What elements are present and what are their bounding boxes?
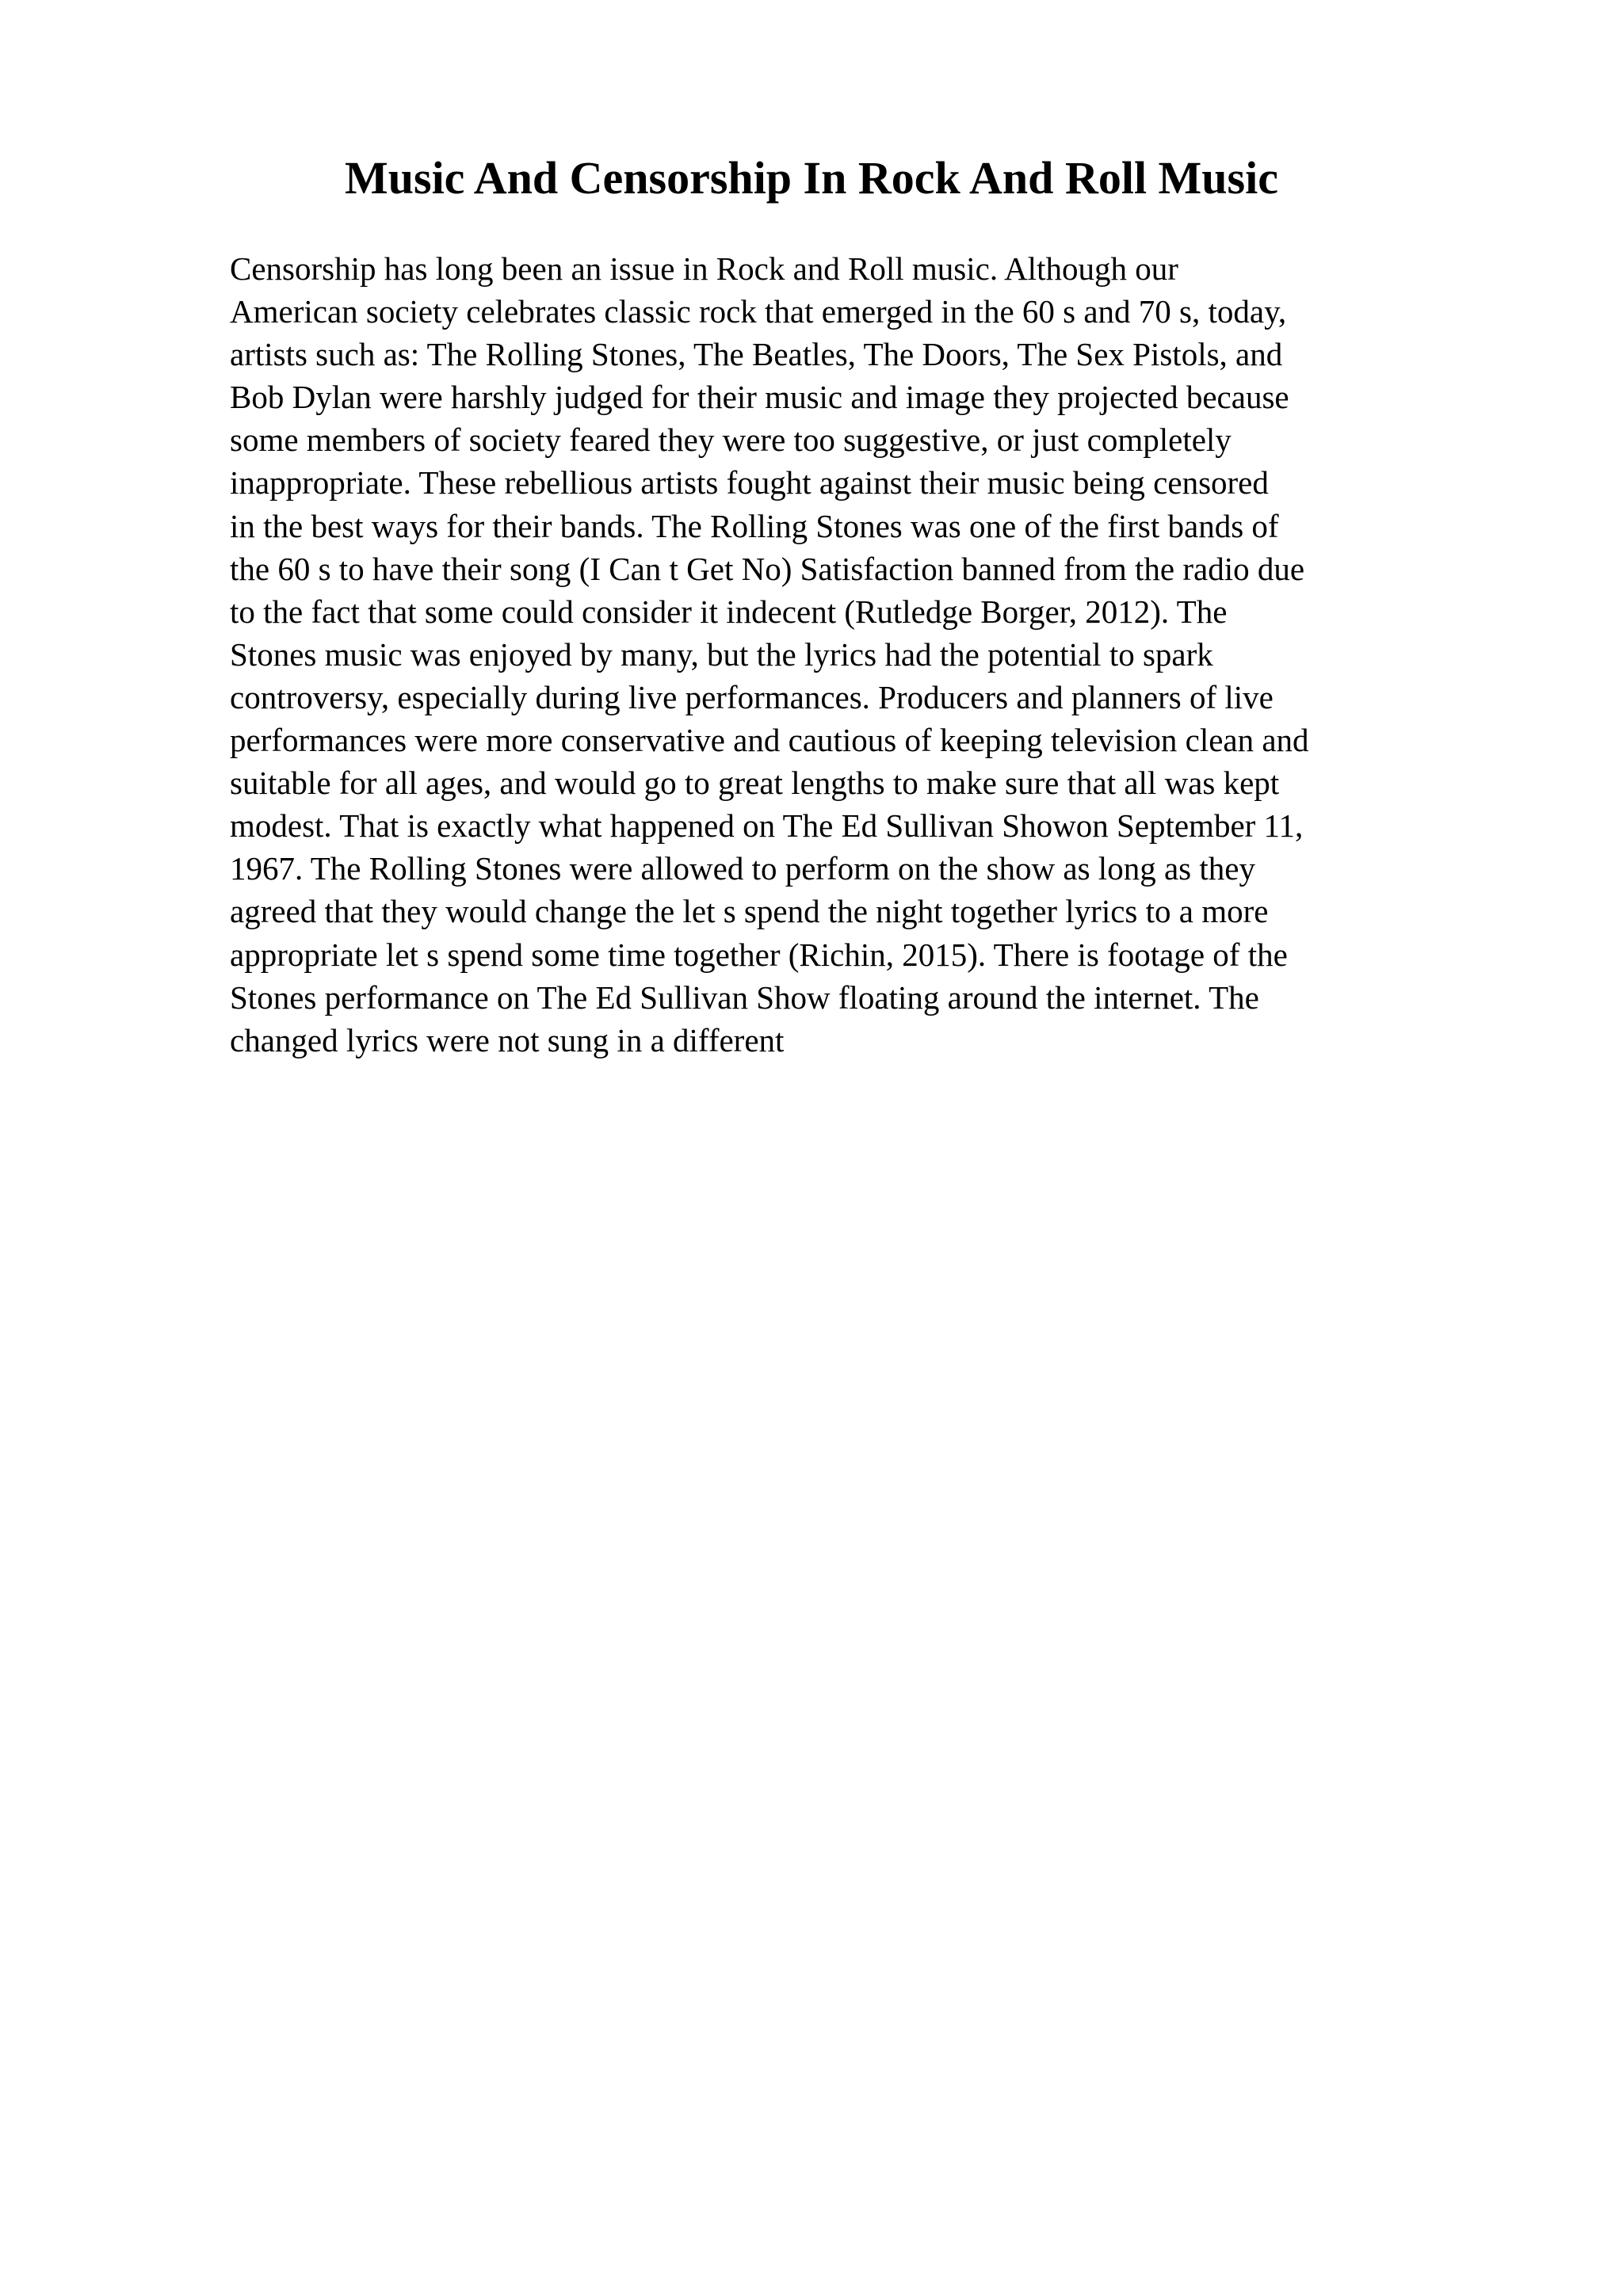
paragraph-line: agreed that they would change the let s spend the night together lyrics to a more (230, 893, 1269, 930)
paragraph-line: Stones music was enjoyed by many, but the lyrics had the potential to spark (230, 635, 1213, 673)
paragraph-line: in the best ways for their bands. The Rolling Stones was one of the first bands of (230, 507, 1279, 544)
paragraph-line: Stones performance on The Ed Sullivan Show floating around the internet. The (230, 978, 1259, 1016)
paragraph-line: to the fact that some could consider it indecent (Rutledge Borger, 2012). The (230, 593, 1228, 630)
document-title: Music And Censorship In Rock And Roll Music (345, 152, 1278, 204)
paragraph-line: 1967. The Rolling Stones were allowed to perform on the show as long as they (230, 850, 1255, 887)
paragraph-line: performances were more conservative and cautious of keeping television clean and (230, 722, 1309, 759)
paragraph-line: Censorship has long been an issue in Rock and Roll music. Although our (230, 250, 1178, 287)
paragraph-line: inappropriate. These rebellious artists fought against their music being censored (230, 464, 1269, 502)
paragraph-line: suitable for all ages, and would go to great lengths to make sure that all was kept (230, 765, 1280, 802)
paragraph-line: controversy, especially during live performances. Producers and planners of live (230, 678, 1274, 715)
paragraph-line: artists such as: The Rolling Stones, The Beatles, The Doors, The Sex Pistols, and (230, 336, 1283, 373)
paragraph-line: appropriate let s spend some time together (Richin, 2015). There is footage of the (230, 936, 1288, 973)
paragraph-line: modest. That is exactly what happened on The Ed Sullivan Showon September 11, (230, 807, 1304, 845)
paragraph-line: Bob Dylan were harshly judged for their music and image they projected because (230, 379, 1289, 416)
paragraph-line: American society celebrates classic rock that emerged in the 60 s and 70 s, today, (230, 293, 1287, 330)
paragraph-line: changed lyrics were not sung in a different (230, 1021, 785, 1058)
paragraph-line: some members of society feared they were too suggestive, or just completely (230, 421, 1232, 459)
paragraph-line: the 60 s to have their song (I Can t Get No) Satisfaction banned from the radio due (230, 550, 1305, 587)
body-paragraph (230, 247, 1466, 1062)
